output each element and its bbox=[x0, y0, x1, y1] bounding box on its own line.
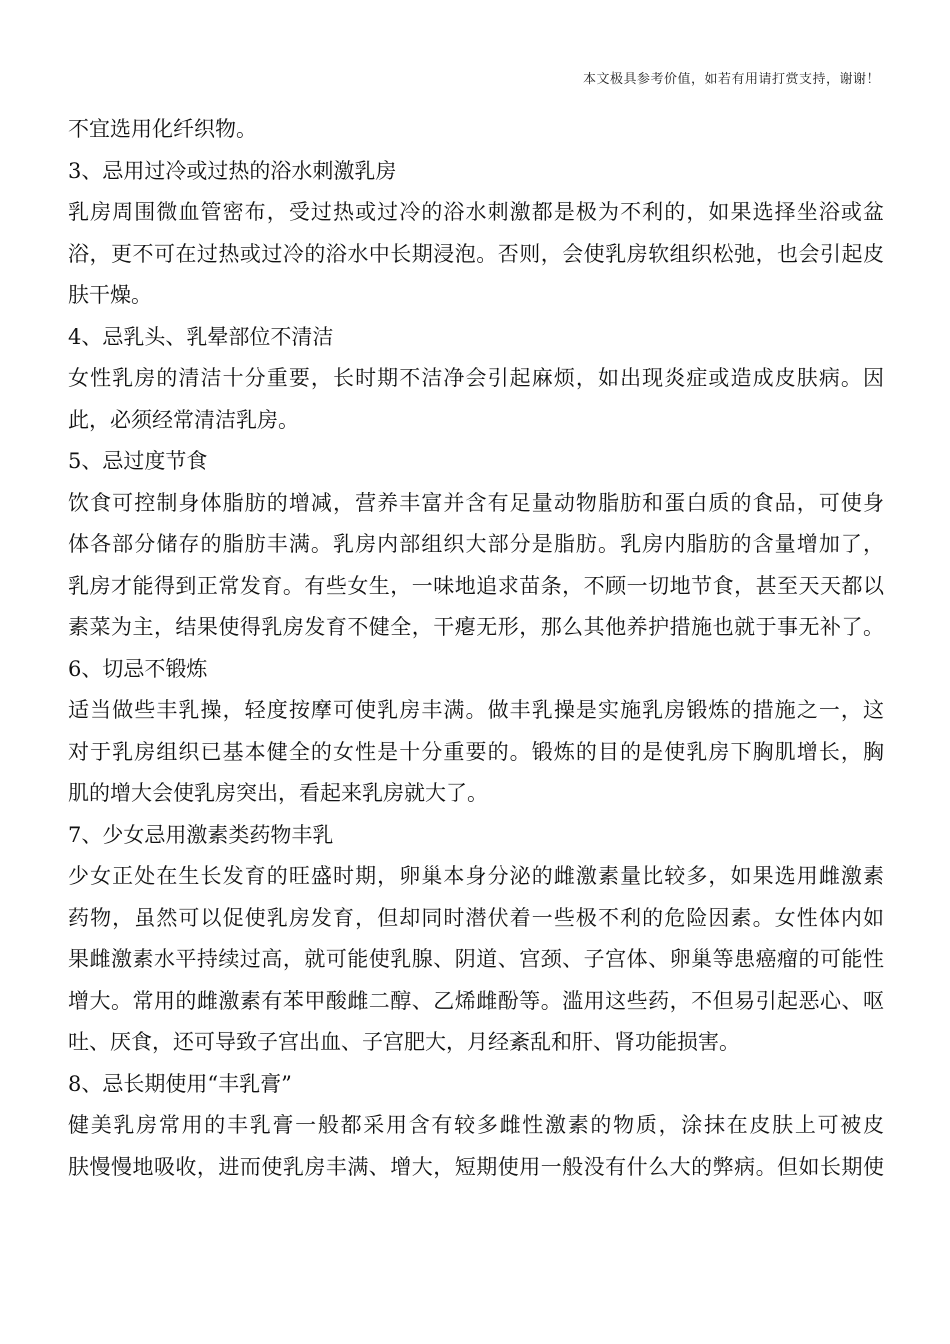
paragraph-line: 浴，更不可在过热或过冷的浴水中长期浸泡。否则，会使乳房软组织松弛，也会引起皮 bbox=[68, 241, 884, 266]
paragraph-line: 乳房周围微血管密布，受过热或过冷的浴水刺激都是极为不利的，如果选择坐浴或盆 bbox=[68, 200, 884, 224]
header-note: 本文极具参考价值，如若有用请打赏支持，谢谢！ bbox=[582, 72, 880, 87]
paragraph-line: 素菜为主，结果使得乳房发育不健全，干瘪无形，那么其他养护措施也就于事无补了。 bbox=[68, 615, 884, 639]
paragraph-line: 药物，虽然可以促使乳房发育，但却同时潜伏着一些极不利的危险因素。女性体内如 bbox=[68, 905, 884, 930]
section-heading: 3、忌用过冷或过热的浴水刺激乳房 bbox=[68, 158, 397, 183]
paragraph-line: 少女正处在生长发育的旺盛时期，卵巢本身分泌的雌激素量比较多，如果选用雌激素 bbox=[68, 864, 884, 888]
paragraph-line: 健美乳房常用的丰乳膏一般都采用含有较多雌性激素的物质，涂抹在皮肤上可被皮 bbox=[68, 1113, 884, 1137]
document-body bbox=[68, 116, 884, 1195]
paragraph-line: 吐、厌食，还可导致子宫出血、子宫肥大，月经紊乱和肝、肾功能损害。 bbox=[68, 1030, 740, 1054]
section-heading: 6、切忌不锻炼 bbox=[68, 656, 208, 681]
section-heading: 8、忌长期使用“丰乳膏” bbox=[68, 1071, 292, 1096]
paragraph-line: 果雌激素水平持续过高，就可能使乳腺、阴道、宫颈、子宫体、卵巢等患癌瘤的可能性 bbox=[68, 947, 884, 971]
paragraph-line: 增大。常用的雌激素有苯甲酸雌二醇、乙烯雌酚等。滥用这些药，不但易引起恶心、呕 bbox=[68, 988, 884, 1013]
paragraph-line: 对于乳房组织已基本健全的女性是十分重要的。锻炼的目的是使乳房下胸肌增长，胸 bbox=[68, 739, 884, 764]
section-heading: 7、少女忌用激素类药物丰乳 bbox=[68, 822, 334, 847]
paragraph-line: 此，必须经常清洁乳房。 bbox=[68, 407, 299, 432]
section-heading: 5、忌过度节食 bbox=[68, 449, 208, 473]
paragraph-line: 肤干燥。 bbox=[68, 283, 152, 307]
section-heading: 4、忌乳头、乳晕部位不清洁 bbox=[68, 324, 334, 349]
paragraph-line: 适当做些丰乳操，轻度按摩可使乳房丰满。做丰乳操是实施乳房锻炼的措施之一，这 bbox=[68, 698, 884, 722]
paragraph-line: 肌的增大会使乳房突出，看起来乳房就大了。 bbox=[68, 781, 488, 805]
paragraph-line: 饮食可控制身体脂肪的增减，营养丰富并含有足量动物脂肪和蛋白质的食品，可使身 bbox=[68, 490, 884, 515]
paragraph-line: 不宜选用化纤织物。 bbox=[68, 117, 257, 141]
paragraph-line: 乳房才能得到正常发育。有些女生，一味地追求苗条，不顾一切地节食，甚至天天都以 bbox=[68, 573, 884, 598]
paragraph-line: 肤慢慢地吸收，进而使乳房丰满、增大，短期使用一般没有什么大的弊病。但如长期使 bbox=[68, 1154, 884, 1179]
paragraph-line: 女性乳房的清洁十分重要，长时期不洁净会引起麻烦，如出现炎症或造成皮肤病。因 bbox=[68, 366, 884, 390]
paragraph-line: 体各部分储存的脂肪丰满。乳房内部组织大部分是脂肪。乳房内脂肪的含量增加了， bbox=[68, 532, 884, 556]
